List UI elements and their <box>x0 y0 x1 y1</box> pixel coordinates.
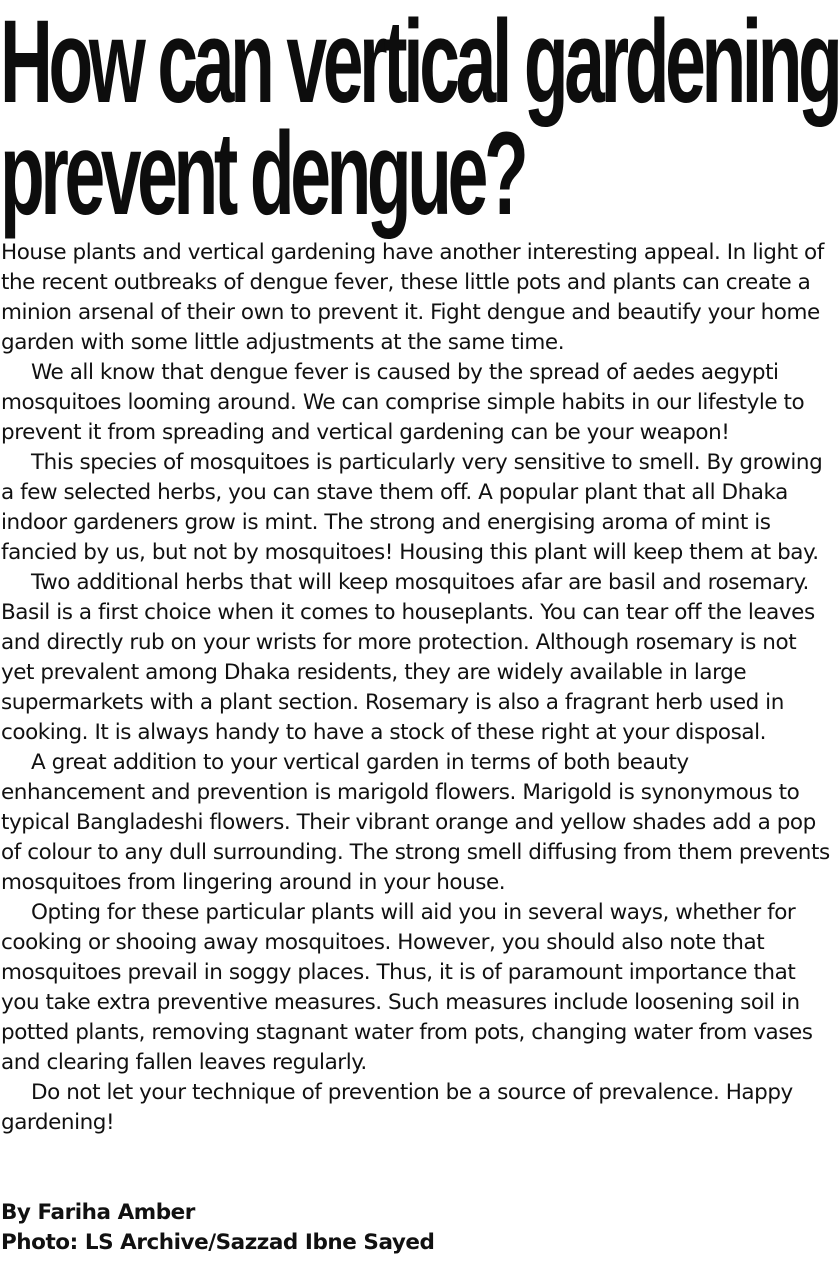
headline <box>0 0 838 240</box>
article-paragraph-6: Opting for these particular plants will aid you in several ways, whether for cooking or shooing away mosquitoes. However, you should also note that mosquitoes prevail in soggy places. Thus, it is of paramount importance that you take extra preventive measures. Such measures include loosening soil in potted plants, removing stagnant water from pots, changing water from vases and clearing fallen leaves regularly. <box>1 900 813 1075</box>
article-paragraph-2: We all know that dengue fever is caused by the spread of aedes aegypti mosquitoes looming around. We can comprise simple habits in our lifestyle to prevent it from spreading and vertical gardening can be your weapon! <box>1 360 805 445</box>
article-paragraph-3: This species of mosquitoes is particularly very sensitive to smell. By growing a few selected herbs, you can stave them off. A popular plant that all Dhaka indoor gardeners grow is mint. The strong and energising aroma of mint is fancied by us, but not by mosquitoes! Housing this plant will keep them at bay. <box>1 450 823 565</box>
article-body <box>1 238 833 1138</box>
headline-line-1: How can vertical gardening <box>0 0 838 128</box>
article-paragraph-5: A great addition to your vertical garden in terms of both beauty enhancement and prevention is marigold flowers. Marigold is synonymous to typical Bangladeshi flowers. Their vibrant orange and yellow shades add a pop of colour to any dull surrounding. The strong smell diffusing from them prevents mosquitoes from lingering around in your house. <box>1 750 830 895</box>
article-paragraph-1: House plants and vertical gardening have another interesting appeal. In light of the recent outbreaks of dengue fever, these little pots and plants can create a minion arsenal of their own to prevent it. Fight dengue and beautify your home garden with some little adjustments at the same time. <box>1 240 824 355</box>
headline-line-2: prevent dengue? <box>0 108 525 240</box>
article-paragraph-4: Two additional herbs that will keep mosquitoes afar are basil and rosemary. Basil is a first choice when it comes to houseplants. You can tear off the leaves and directly rub on your wrists for more protection. Although rosemary is not yet prevalent among Dhaka residents, they are widely available in large supermarkets with a plant section. Rosemary is also a fragrant herb used in cooking. It is always handy to have a stock of these right at your disposal. <box>1 570 815 745</box>
byline: By Fariha Amber <box>1 1200 195 1225</box>
photo-credit: Photo: LS Archive/Sazzad Ibne Sayed <box>1 1230 435 1255</box>
credits <box>1 1198 434 1258</box>
article-paragraph-7: Do not let your technique of prevention be a source of prevalence. Happy gardening! <box>1 1080 793 1135</box>
